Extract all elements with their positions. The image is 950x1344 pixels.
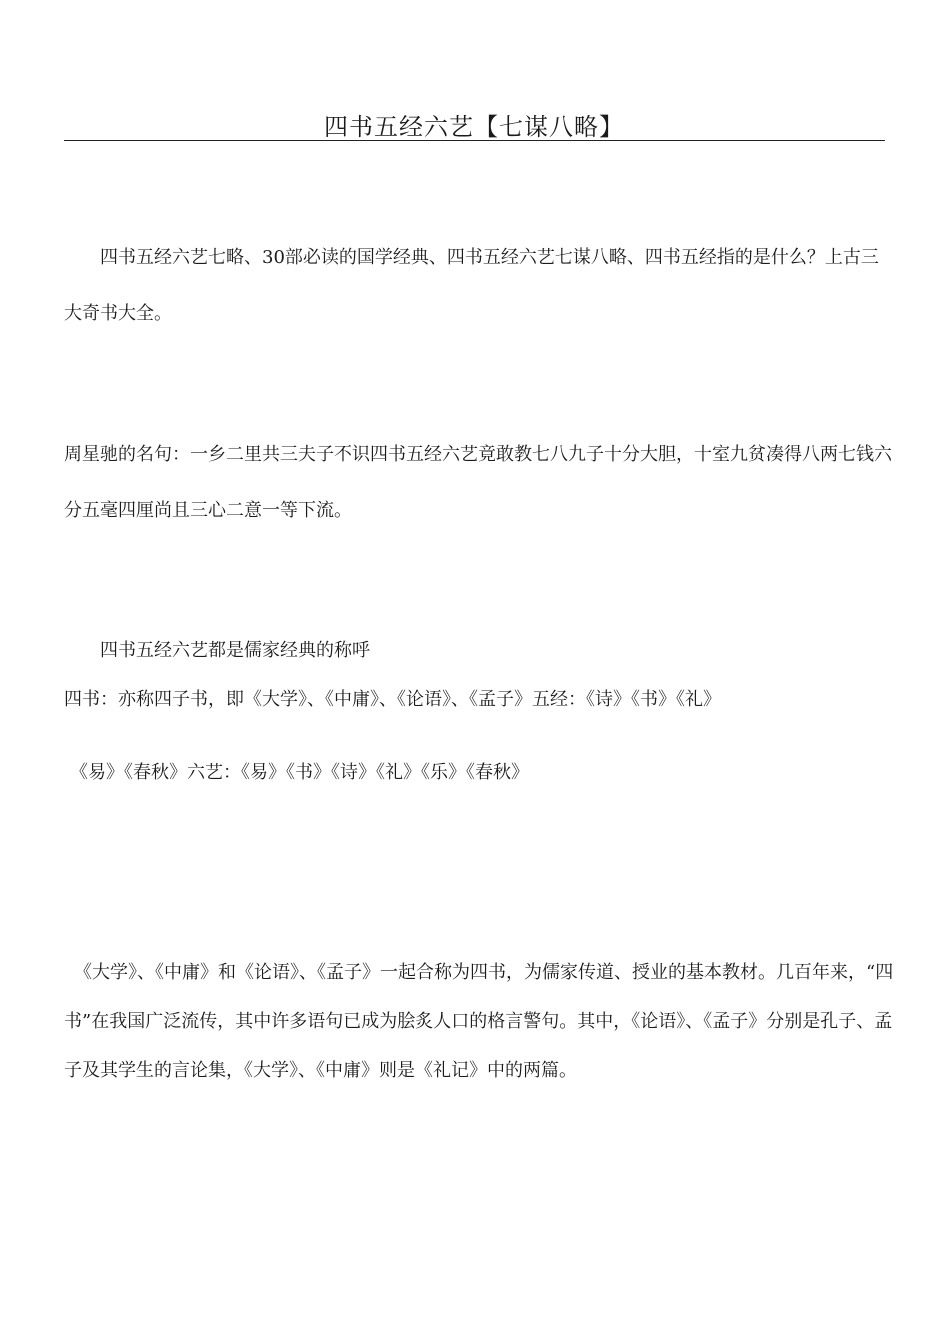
paragraph-heading: 四书五经六艺都是儒家经典的称呼 xyxy=(100,640,370,661)
paragraph-six-arts: 《易》《春秋》六艺：《易》《书》《诗》《礼》《乐》《春秋》 xyxy=(70,762,529,783)
paragraph-four-books-detail: 《大学》、《中庸》和《论语》、《孟子》一起合称为四书，为儒家传道、授业的基本教材。几百年来，“四书”在我国广泛流传，其中许多语句已成为脍炙人口的格言警句。其中，《论语》、《孟子》分别是孔子、孟子及其学生的言论集，《大学》、《中庸》则是《礼记》中的两篇。 xyxy=(64,962,894,1081)
paragraph-four-books: 四书：亦称四子书，即《大学》、《中庸》、《论语》、《孟子》五经：《诗》《书》《礼》 xyxy=(64,689,721,710)
title-underline xyxy=(64,140,885,141)
document-title: 四书五经六艺【七谋八略】 xyxy=(324,113,624,141)
paragraph-quote: 周星驰的名句：一乡二里共三夫子不识四书五经六艺竟敢教七八九子十分大胆，十室九贫凑得八两七钱六分五毫四厘尚且三心二意一等下流。 xyxy=(64,444,892,521)
paragraph-intro: 四书五经六艺七略、30部必读的国学经典、四书五经六艺七谋八略、四书五经指的是什么？上古三大奇书大全。 xyxy=(64,247,879,324)
